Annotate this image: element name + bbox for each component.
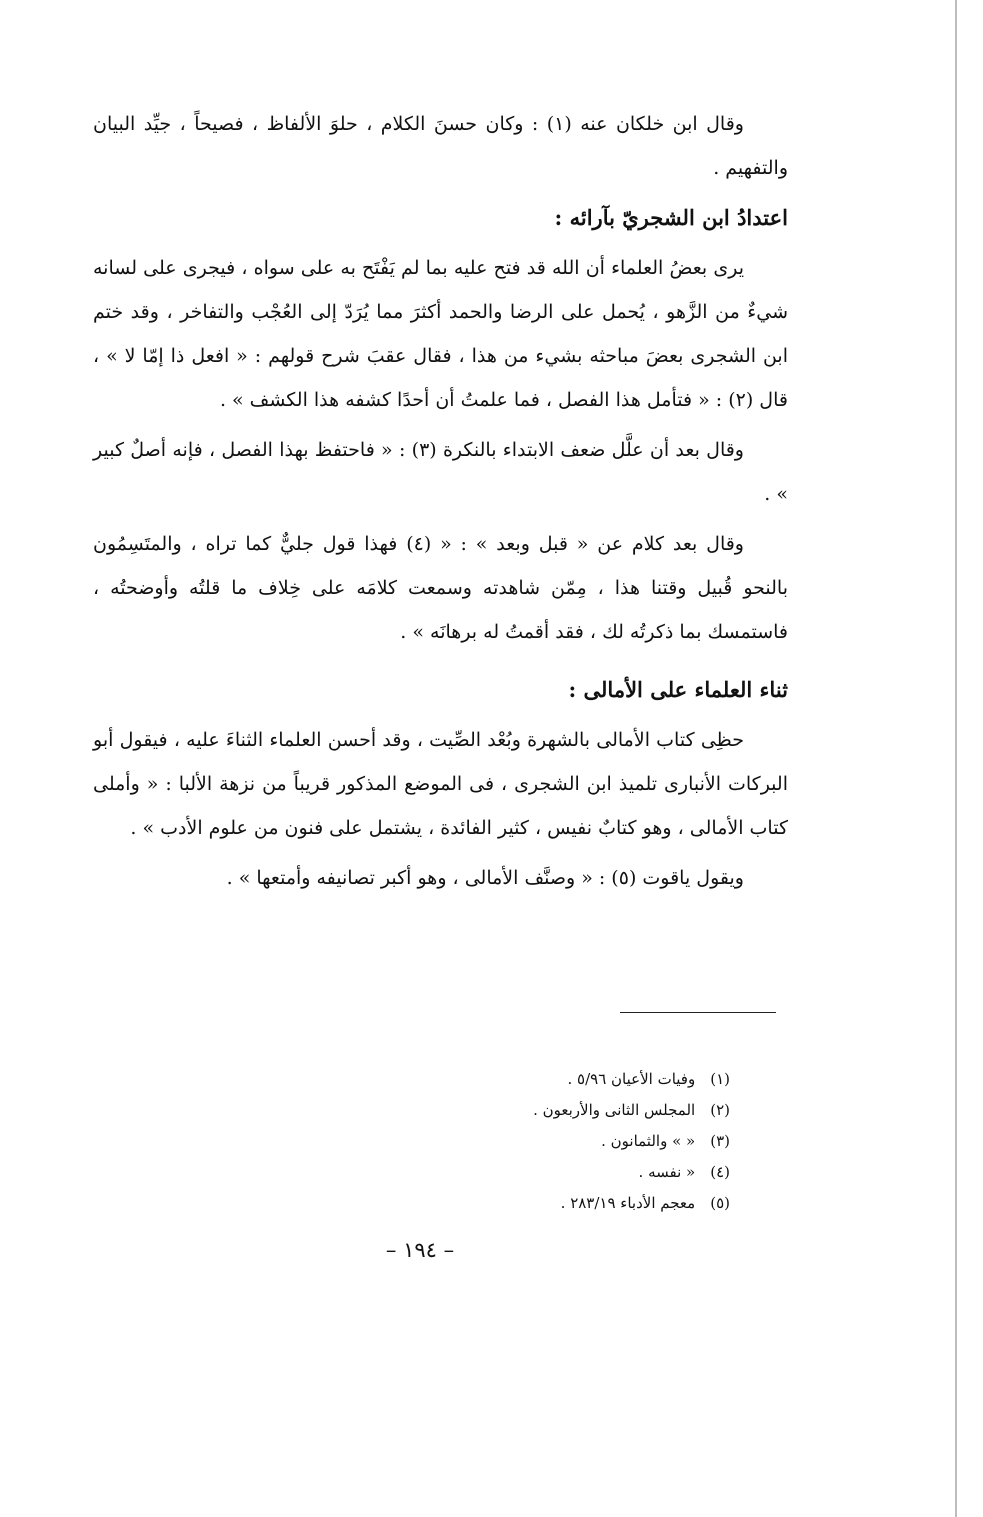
footnote-5: [420, 1188, 730, 1219]
footnote-text: وفيات الأعيان ٥/٩٦ .: [567, 1070, 696, 1088]
paragraph-yaqut: ويقول ياقوت (٥) : « وصنَّف الأمالى ، وهو أكبر تصانيفه وأمتعها » .: [226, 867, 744, 889]
paragraph-pride: يرى بعضُ العلماء أن الله قد فتح عليه بما لم يَفْتَح به على سواه ، فيجرى على لسانه شيءٌ من الزَّهو ، يُحمل على الرضا والحمد أكثرَ مما يُرَدّ إلى العُجْب والتفاخر ، وقد ختم ابن الشجرى بعضَ مباحثه بشيء من هذا ، فقال عقبَ شرح قولهم : « افعل ذا إمّا لا » ، قال (٢) : « فتأمل هذا الفصل ، فما علمتُ أن أحدًا كشفه هذا الكشف » .: [93, 257, 788, 411]
footnote-text: معجم الأدباء ٢٨٣/١٩ .: [560, 1194, 696, 1212]
footnote-3: [420, 1126, 730, 1157]
footnote-separator: [620, 1012, 776, 1013]
page-body: [93, 102, 788, 906]
footnote-text: « نفسه .: [638, 1163, 696, 1181]
paragraph-before-after: وقال بعد كلام عن « قبل وبعد » : « (٤) فهذا قول جليٌّ كما تراه ، والمتَسِمُون بالنحو قُبيل وقتنا هذا ، مِمّن شاهدته وسمعت كلامَه على خِلاف ما قلتُه وأوضحتُه ، فاستمسك بما ذكرتُه لك ، فقد أقمتُ له برهانَه » .: [93, 533, 788, 643]
footnote-number: (٣): [710, 1132, 730, 1150]
footnote-4: [420, 1157, 730, 1188]
footnote-text: المجلس الثانى والأربعون .: [533, 1101, 696, 1119]
footnote-number: (١): [710, 1070, 730, 1088]
paragraph-amali-fame: حظِى كتاب الأمالى بالشهرة وبُعْد الصِّيت ، وقد أحسن العلماء الثناءَ عليه ، فيقول أبو البركات الأنبارى تلميذ ابن الشجرى ، فى الموضع المذكور قريباً من نزهة الألبا : « وأملى كتاب الأمالى ، وهو كتابٌ نفيس ، كثير الفائدة ، يشتمل على فنون من علوم الأدب » .: [93, 729, 788, 839]
heading-pride-in-opinions: اعتدادُ ابن الشجريّ بآرائه :: [554, 205, 788, 230]
footnotes: [420, 1064, 730, 1219]
footnote-2: [420, 1095, 730, 1126]
footnote-text: « » والثمانون .: [601, 1132, 696, 1150]
footnote-number: (٥): [710, 1194, 730, 1212]
footnote-number: (٤): [710, 1163, 730, 1181]
paragraph-indefinite-start: وقال بعد أن علَّل ضعف الابتداء بالنكرة (٣) : « فاحتفظ بهذا الفصل ، فإنه أصلٌ كبير » .: [93, 439, 788, 505]
paragraph-ibn-khallikan: وقال ابن خلكان عنه (١) : وكان حسنَ الكلام ، حلوَ الألفاظ ، فصيحاً ، جيِّد البيان والتفهيم .: [93, 113, 788, 179]
footnote-number: (٢): [710, 1101, 730, 1119]
page-number: – ١٩٤ –: [385, 1238, 455, 1262]
footnote-1: [420, 1064, 730, 1095]
heading-praise-of-amali: ثناء العلماء على الأمالى :: [568, 677, 788, 702]
scan-edge-line: [955, 0, 957, 1517]
